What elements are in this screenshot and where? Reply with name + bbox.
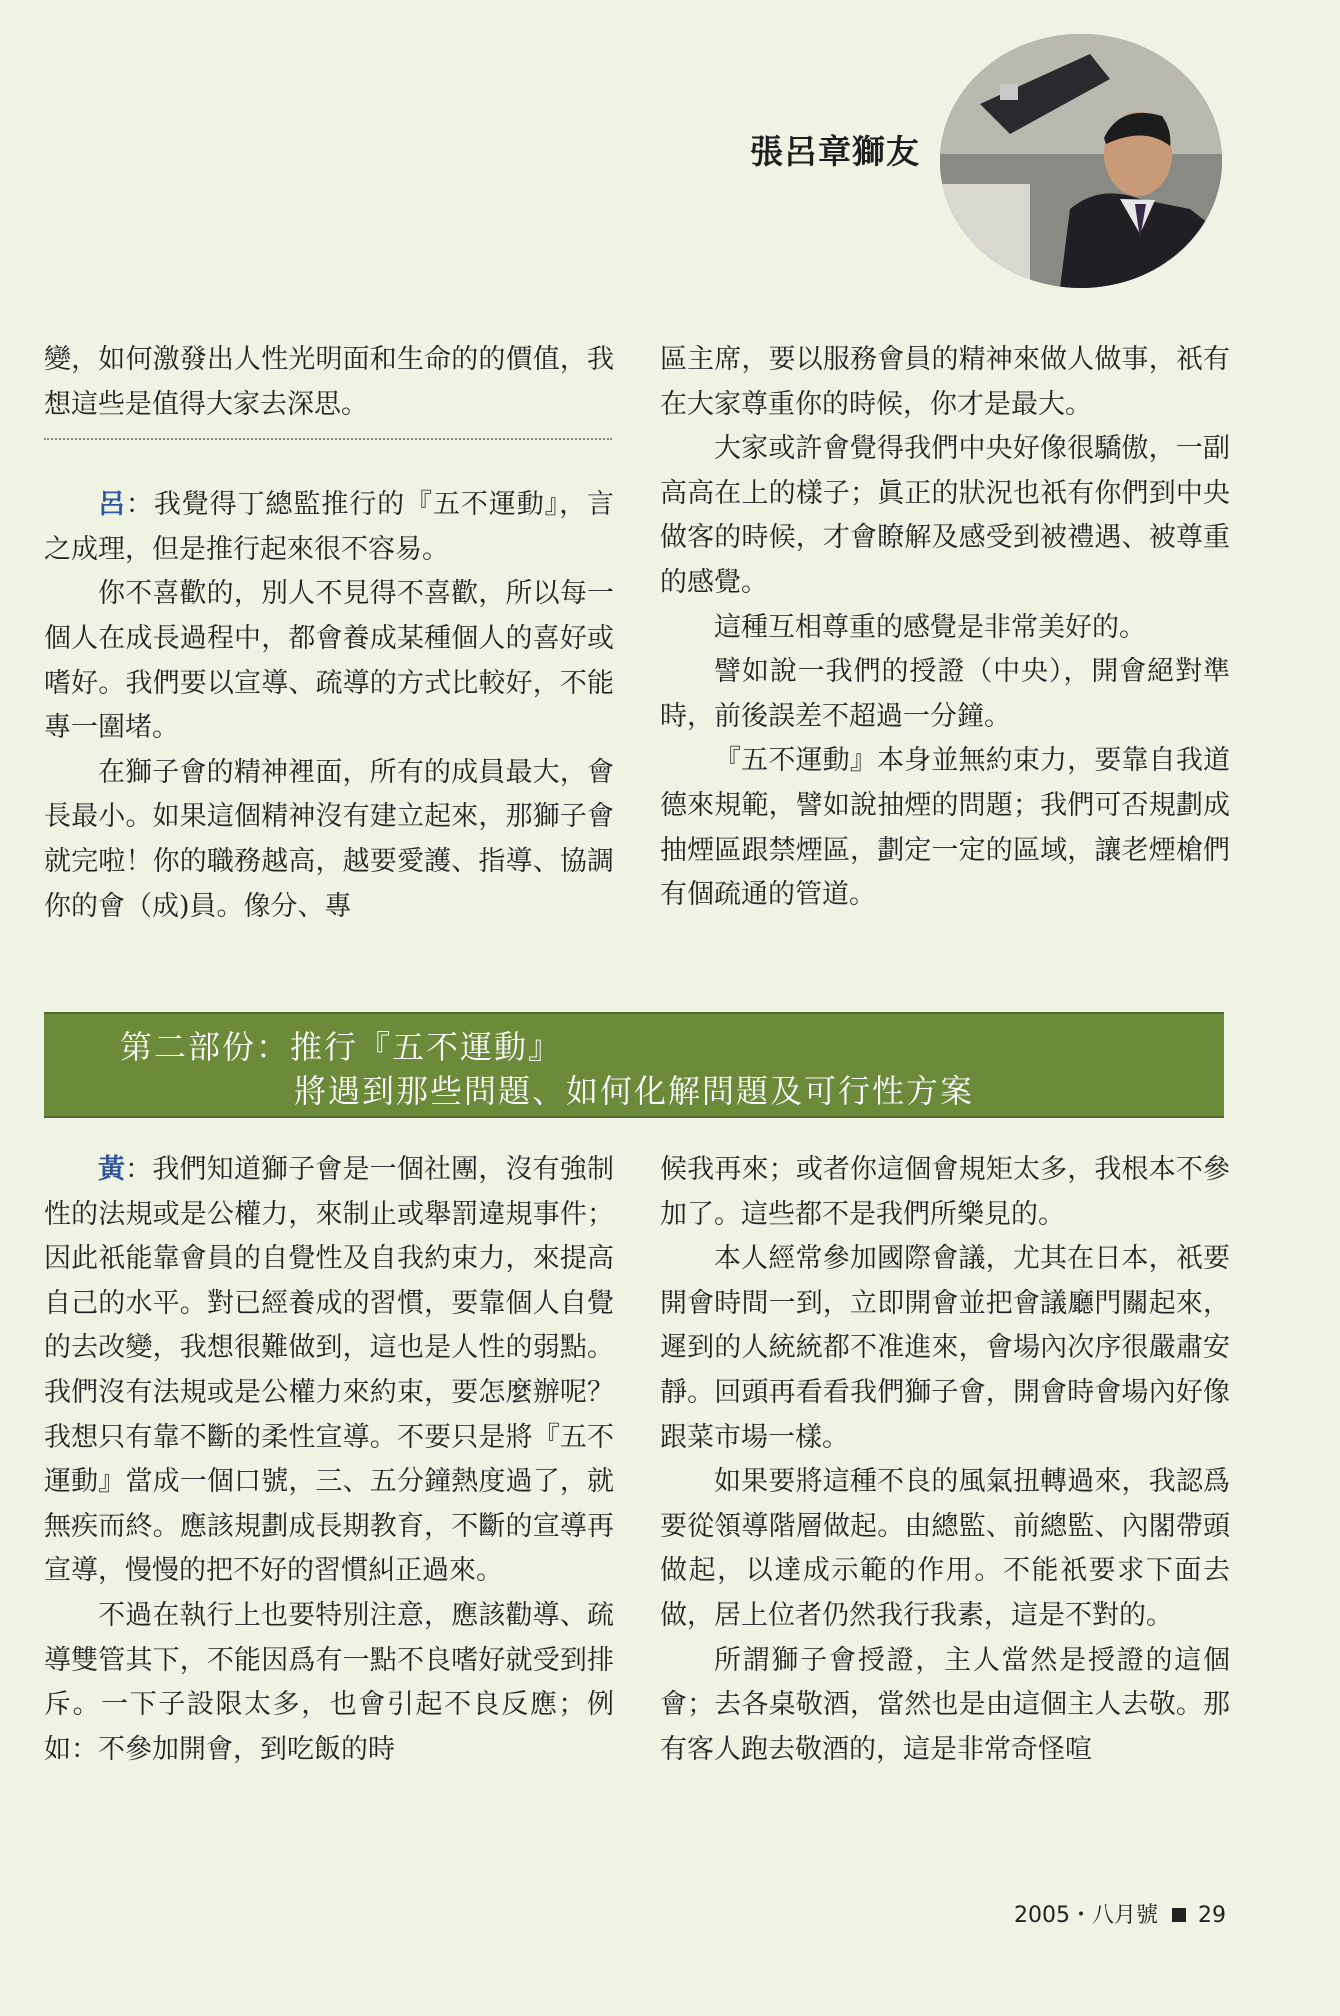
paragraph: 你不喜歡的，別人不見得不喜歡，所以每一個人在成長過程中，都會養成某種個人的喜好或嗜好。我們要以宣導、疏導的方式比較好，不能專一圍堵。 [44,578,614,744]
speaker-label: 呂 [98,489,126,521]
paragraph: 不過在執行上也要特別注意，應該勸導、疏導雙管其下，不能因爲有一點不良嗜好就受到排斥。一下子設限太多，也會引起不良反應；例如：不參加開會，到吃飯的時 [44,1599,614,1765]
section-divider [44,438,612,440]
paragraph: 譬如說一我們的授證（中央），開會絕對準時，前後誤差不超過一分鐘。 [660,656,1230,732]
bottom-right-column [660,1148,1230,1772]
speaker-label: 黃 [98,1154,126,1185]
paragraph: 變，如何激發出人性光明面和生命的的價值，我想這些是值得大家去深思。 [44,344,614,420]
paragraph: 本人經常參加國際會議，尤其在日本，祇要開會時間一到，立即開會並把會議廳門關起來，遲到的人統統都不准進來，會場內次序很嚴肅安靜。回頭再看看我們獅子會，開會時會場內好像跟菜市場一樣。 [660,1243,1230,1453]
top-right-column [660,338,1230,918]
paragraph: 候我再來；或者你這個會規矩太多，我根本不參加了。這些都不是我們所樂見的。 [660,1154,1230,1230]
paragraph: 這種互相尊重的感覺是非常美好的。 [714,611,1146,643]
paragraph: 如果要將這種不良的風氣扭轉過來，我認爲要從領導階層做起。由總監、前總監、內閣帶頭做起，以達成示範的作用。不能祇要求下面去做，居上位者仍然我行我素，這是不對的。 [660,1466,1230,1631]
paragraph: 『五不運動』本身並無約束力，要靠自我道德來規範，譬如說抽煙的問題；我們可否規劃成抽煙區跟禁煙區，劃定一定的區域，讓老煙槍們有個疏通的管道。 [660,745,1230,911]
paragraph-text: ：我們知道獅子會是一個社團，沒有強制性的法規或是公權力，來制止或舉罰違規事件；因此祇能靠會員的自覺性及自我約束力，來提高自己的水平。對已經養成的習慣，要靠個人自覺的去改變，我想很難做到，這也是人性的弱點。我們沒有法規或是公權力來約束，要怎麼辦呢？我想只有靠不斷的柔性宣導。不要只是將『五不運動』當成一個口號，三、五分鐘熱度過了，就無疾而終。應該規劃成長期教育，不斷的宣導再宣導，慢慢的把不好的習慣糾正過來。 [44,1154,615,1587]
paragraph: 大家或許會覺得我們中央好像很驕傲，一副高高在上的樣子；眞正的狀況也祇有你們到中央做客的時候，才會瞭解及感受到被禮遇、被尊重的感覺。 [660,433,1230,598]
author-name: 張呂章獅友 [750,132,920,171]
author-portrait-photo [940,34,1222,288]
section-heading-line1: 第二部份：推行『五不運動』 [120,1028,563,1066]
bottom-left-column [44,1148,614,1772]
page-number: 29 [1198,1903,1226,1928]
paragraph [44,1148,614,1594]
section-heading-line2: 將遇到那些問題、如何化解問題及可行性方案 [294,1072,975,1110]
paragraph: 在獅子會的精神裡面，所有的成員最大，會長最小。如果這個精神沒有建立起來，那獅子會就完啦！你的職務越高，越要愛護、指導、協調你的會（成)員。像分、專 [44,756,614,922]
paragraph: 區主席，要以服務會員的精神來做人做事，祇有在大家尊重你的時候，你才是最大。 [660,344,1230,420]
page-footer [1014,1898,1226,1929]
issue-label: 2005・八月號 [1014,1903,1158,1928]
square-bullet-icon [1172,1908,1186,1922]
paragraph-text: ：我覺得丁總監推行的『五不運動』，言之成理，但是推行起來很不容易。 [44,489,615,565]
section-heading-banner [44,1012,1224,1118]
top-left-column [44,338,614,929]
paragraph [44,483,614,572]
paragraph: 所謂獅子會授證，主人當然是授證的這個會；去各桌敬酒，當然也是由這個主人去敬。那有客人跑去敬酒的，這是非常奇怪喧 [660,1644,1230,1765]
portrait-illustration [940,34,1222,288]
